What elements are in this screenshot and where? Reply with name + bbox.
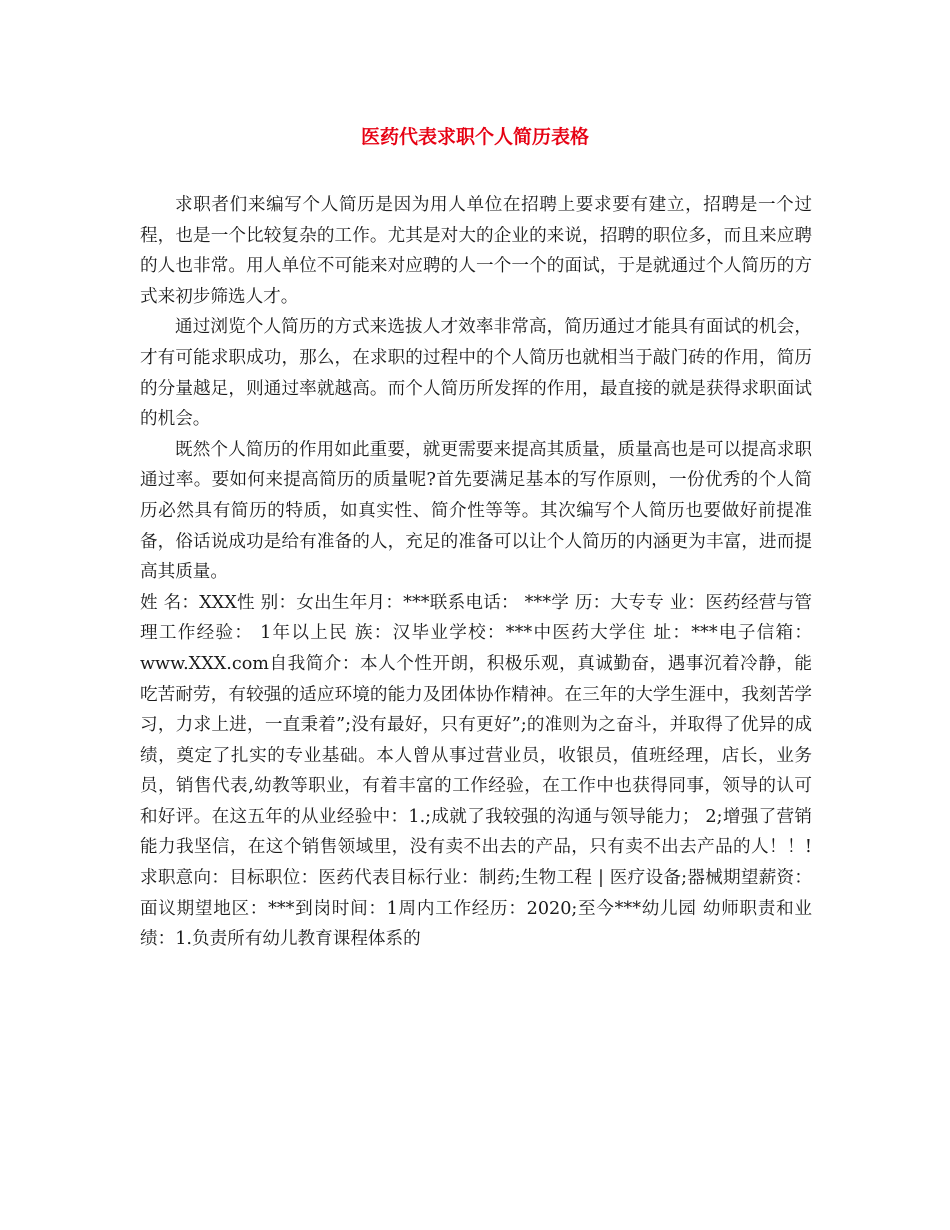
paragraph-resume-quality: 既然个人简历的作用如此重要，就更需要来提高其质量，质量高也是可以提高求职通过率。要如何来提高简历的质量呢?首先要满足基本的写作原则，一份优秀的个人简历必然具有简历的特质，如真实性、简介性等等。其次编写个人简历也要做好前提准备，俗话说成功是给有准备的人，充足的准备可以让个人简历的内涵更为丰富，进而提高其质量。 xyxy=(140,439,812,583)
paragraph-intro: 求职者们来编写个人简历是因为用人单位在招聘上要求要有建立，招聘是一个过程，也是一个比较复杂的工作。尤其是对大的企业的来说，招聘的职位多，而且来应聘的人也非常。用人单位不可能来对应聘的人一个一个的面试，于是就通过个人简历的方式来初步筛选人才。 xyxy=(140,195,812,307)
document-body xyxy=(140,190,812,955)
paragraph-resume-details: 姓 名：XXX性 别：女出生年月：***联系电话： ***学 历：大专专 业：医药经营与管理工作经验： 1年以上民 族：汉毕业学校：***中医药大学住 址：***电子信箱：www.XXX.com自我简介：本人个性开朗，积极乐观，真诚勤奋，遇事沉着冷静，能吃苦耐劳，有较强的适应环境的能力及团体协作精神。在三年的大学生涯中，我刻苦学习，力求上进，一直秉着”;没有最好，只有更好”;的准则为之奋斗，并取得了优异的成绩，奠定了扎实的专业基础。本人曾从事过营业员，收银员，值班经理，店长，业务员，销售代表,幼教等职业，有着丰富的工作经验，在工作中也获得同事，领导的认可和好评。在这五年的从业经验中：1.;成就了我较强的沟通与领导能力； 2;增强了营销能力我坚信，在这个销售领域里，没有卖不出去的产品，只有卖不出去产品的人！！!求职意向：目标职位：医药代表目标行业：制药;生物工程 | 医疗设备;器械期望薪资：面议期望地区：***到岗时间：1周内工作经历：2020;至今***幼儿园 幼师职责和业绩：1.负责所有幼儿教育课程体系的 xyxy=(140,592,812,950)
document-title: 医药代表求职个人简历表格 xyxy=(360,126,589,148)
paragraph-resume-value: 通过浏览个人简历的方式来选拔人才效率非常高，简历通过才能具有面试的机会，才有可能求职成功，那么，在求职的过程中的个人简历也就相当于敲门砖的作用，简历的分量越足，则通过率就越高。而个人简历所发挥的作用，最直接的就是获得求职面试的机会。 xyxy=(140,317,812,430)
